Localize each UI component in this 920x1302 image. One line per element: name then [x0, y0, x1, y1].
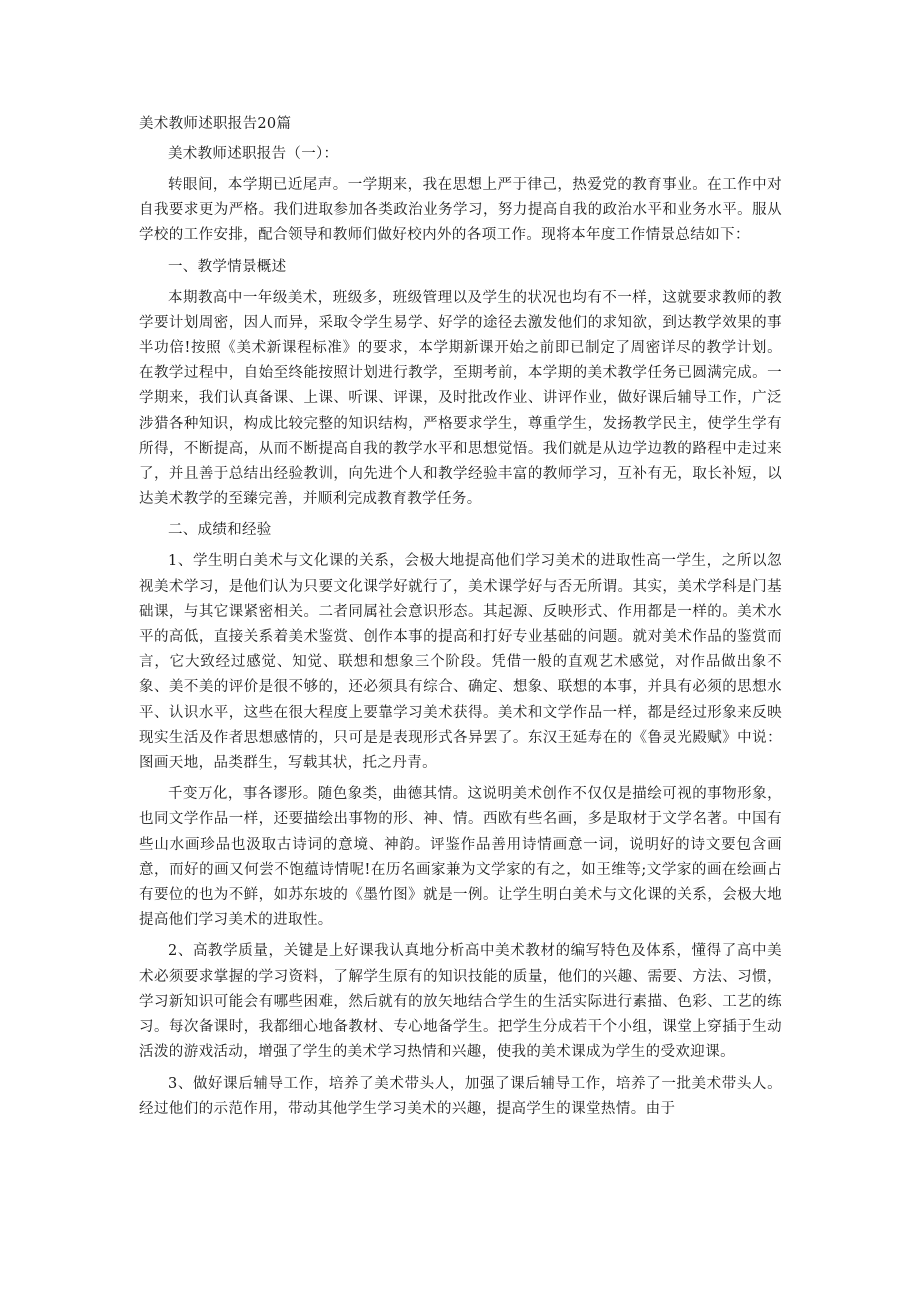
achievement-paragraph-3: 3、做好课后辅导工作，培养了美术带头人，加强了课后辅导工作，培养了一批美术带头人。经过他们的示范作用，带动其他学生学习美术的兴趣，提高学生的课堂热情。由于: [139, 1075, 782, 1117]
intro-paragraph: 转眼间，本学期已近尾声。一学期来，我在思想上严于律己，热爱党的教育事业。在工作中对自我要求更为严格。我们进取参加各类政治业务学习，努力提高自我的政治水平和业务水平。服从学校的工作安排，配合领导和教师们做好校内外的各项工作。现将本年度工作情景总结如下：: [139, 177, 782, 244]
section-heading-overview: 一、教学情景概述: [168, 258, 287, 275]
achievement-paragraph-continued: 千变万化，事各谬形。随色象类，曲德其情。这说明美术创作不仅仅是描绘可视的事物形象，也同文学作品一样，还要描绘出事物的形、神、情。西欧有些名画，多是取材于文学名著。中国有些山水画珍品也汲取古诗词的意境、神韵。评鉴作品善用诗情画意一词，说明好的诗文要包含画意，而好的画又何尝不饱蕴诗情呢!在历名画家兼为文学家的有之，如王维等;文学家的画在绘画占有要位的也为不鲜，如苏东坡的《墨竹图》就是一例。让学生明白美术与文化课的关系，会极大地提高他们学习美术的进取性。: [139, 786, 782, 929]
document-page: [139, 112, 782, 1128]
document-title: 美术教师述职报告20篇: [139, 116, 292, 132]
achievement-paragraph-2: 2、高教学质量，关键是上好课我认真地分析高中美术教材的编写特色及体系，懂得了高中美术必须要求掌握的学习资料，了解学生原有的知识技能的质量，他们的兴趣、需要、方法、习惯，学习新知识可能会有哪些困难，然后就有的放矢地结合学生的生活实际进行素描、色彩、工艺的练习。每次备课时，我都细心地备教材、专心地备学生。把学生分成若干个小组，课堂上穿插于生动活泼的游戏活动，增强了学生的美术学习热情和兴趣，使我的美术课成为学生的受欢迎课。: [139, 943, 782, 1061]
achievement-paragraph-1: 1、学生明白美术与文化课的关系，会极大地提高他们学习美术的进取性高一学生，之所以忽视美术学习，是他们认为只要文化课学好就行了，美术课学好与否无所谓。其实，美术学科是门基础课，与其它课紧密相关。二者同属社会意识形态。其起源、反映形式、作用都是一样的。美术水平的高低，直接关系着美术鉴赏、创作本事的提高和打好专业基础的问题。就对美术作品的鉴赏而言，它大致经过感觉、知觉、联想和想象三个阶段。凭借一般的直观艺术感觉，对作品做出象不象、美不美的评价是很不够的，还必须具有综合、确定、想象、联想的本事，并具有必须的思想水平、认识水平，这些在很大程度上要靠学习美术获得。美术和文学作品一样，都是经过形象来反映现实生活及作者思想感情的，只可是是表现形式各异罢了。东汉王延寿在的《鲁灵光殿赋》中说：图画天地，品类群生，写载其状，托之丹青。: [139, 553, 782, 772]
section-heading-achievements: 二、成绩和经验: [168, 522, 272, 539]
overview-paragraph: 本期教高中一年级美术，班级多，班级管理以及学生的状况也均有不一样，这就要求教师的教学要计划周密，因人而异，采取令学生易学、好学的途径去激发他们的求知欲，到达教学效果的事半功倍!按照《美术新课程标准》的要求，本学期新课开始之前即已制定了周密详尽的教学计划。在教学过程中，自始至终能按照计划进行教学，至期考前，本学期的美术教学任务已圆满完成。一学期来，我们认真备课、上课、听课、评课，及时批改作业、讲评作业，做好课后辅导工作，广泛涉猎各种知识，构成比较完整的知识结构，严格要求学生，尊重学生，发扬教学民主，使学生学有所得，不断提高，从而不断提高自我的教学水平和思想觉悟。我们就是从边学边教的路程中走过来了，并且善于总结出经验教训，向先进个人和教学经验丰富的教师学习，互补有无，取长补短，以达美术教学的至臻完善，并顺利完成教育教学任务。: [139, 289, 782, 508]
report-subtitle: 美术教师述职报告（一）：: [168, 146, 339, 162]
